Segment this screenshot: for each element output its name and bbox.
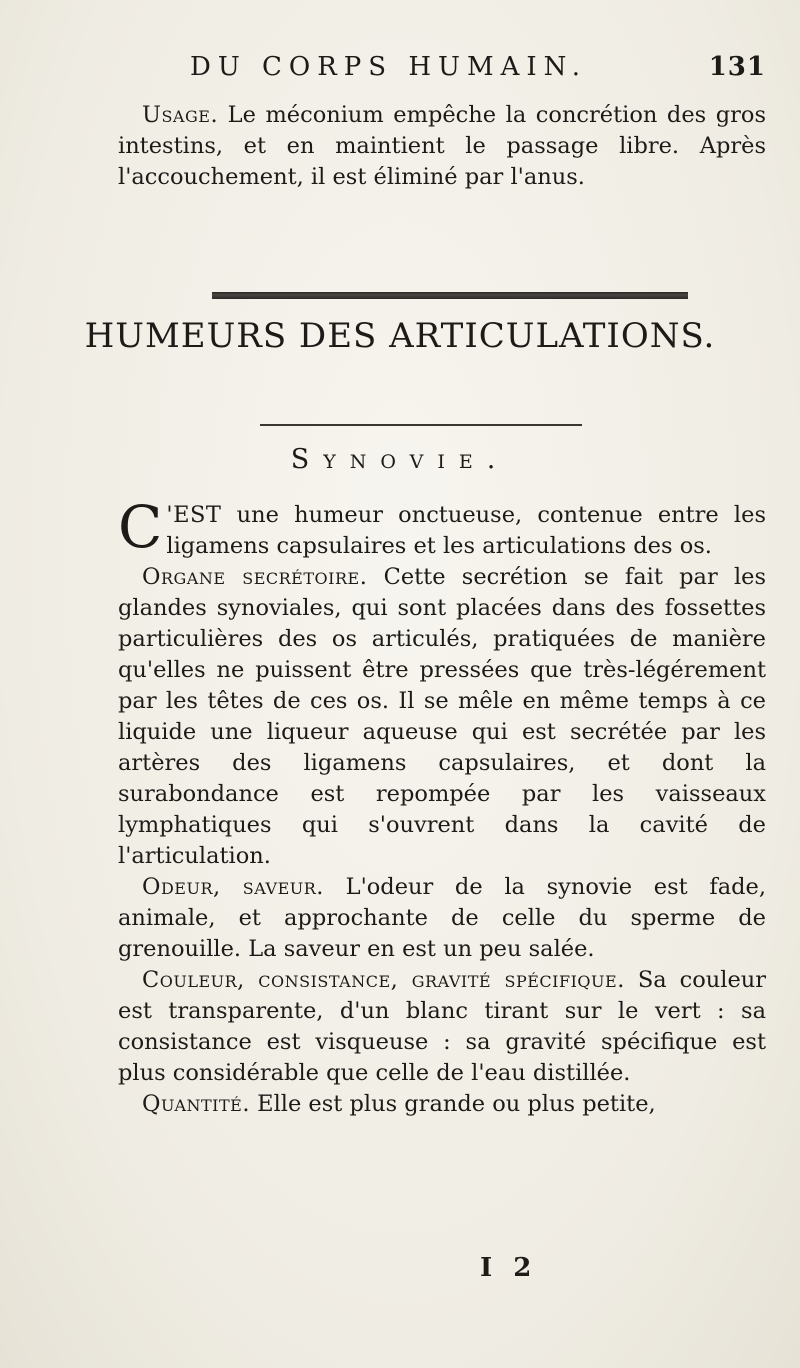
quantite-text: Elle est plus grande ou plus petite, [250,1091,656,1117]
odeur-text: L'odeur de la synovie est fade, animale, et approchante de celle du sperme de grenouille. La saveur en est un peu salée. [118,874,766,962]
quantite-label: Quantité. [142,1091,250,1117]
usage-text: Le méconium empêche la concrétion des gros intestins, et en maintient le passage libre. Après l'accouchement, il est éliminé par l'anus. [118,102,766,190]
page-number: 131 [708,52,766,82]
signature-mark: I 2 [480,1253,538,1283]
intro-paragraph [118,100,766,193]
opening-text: une humeur onctueuse, contenue entre les ligamens capsulaires et les articulations des os. [166,502,766,559]
couleur-text: Sa couleur est transparente, d'un blanc tirant sur le vert : sa consistance est visqueuse : sa gravité spécifique est plus considérable que celle de l'eau distillée. [118,967,767,1086]
section-divider [212,292,688,299]
body-text [118,493,767,1120]
odeur-label: Odeur, saveur. [142,874,324,900]
usage-label: Usage. [142,102,219,128]
subsection-title: Synovie. [290,444,510,475]
running-header [190,52,766,82]
opening-caps: 'EST [166,502,222,528]
title-divider [260,424,582,426]
section-title: HUMEURS DES ARTICULATIONS. [84,316,716,356]
organe-text: Cette secrétion se fait par les glandes synoviales, qui sont placées dans des fossettes particulières des os articulés, pratiquées de manière qu'elles ne puissent être pressées que très-légérement par les têtes de ces os. Il se mêle en même temps à ce liquide une liqueur aqueuse qui est secrétée par les artères des ligamens capsulaires, et dont la surabondance est repompée par les vaisseaux lymphatiques qui s'ouvrent dans la cavité de l'articulation. [118,564,767,869]
couleur-label: Couleur, consistance, gravité spécifique. [142,967,625,993]
drop-cap: C [118,493,163,561]
running-title: DU CORPS HUMAIN. [190,52,587,82]
organe-label: Organe secrétoire. [142,564,368,590]
